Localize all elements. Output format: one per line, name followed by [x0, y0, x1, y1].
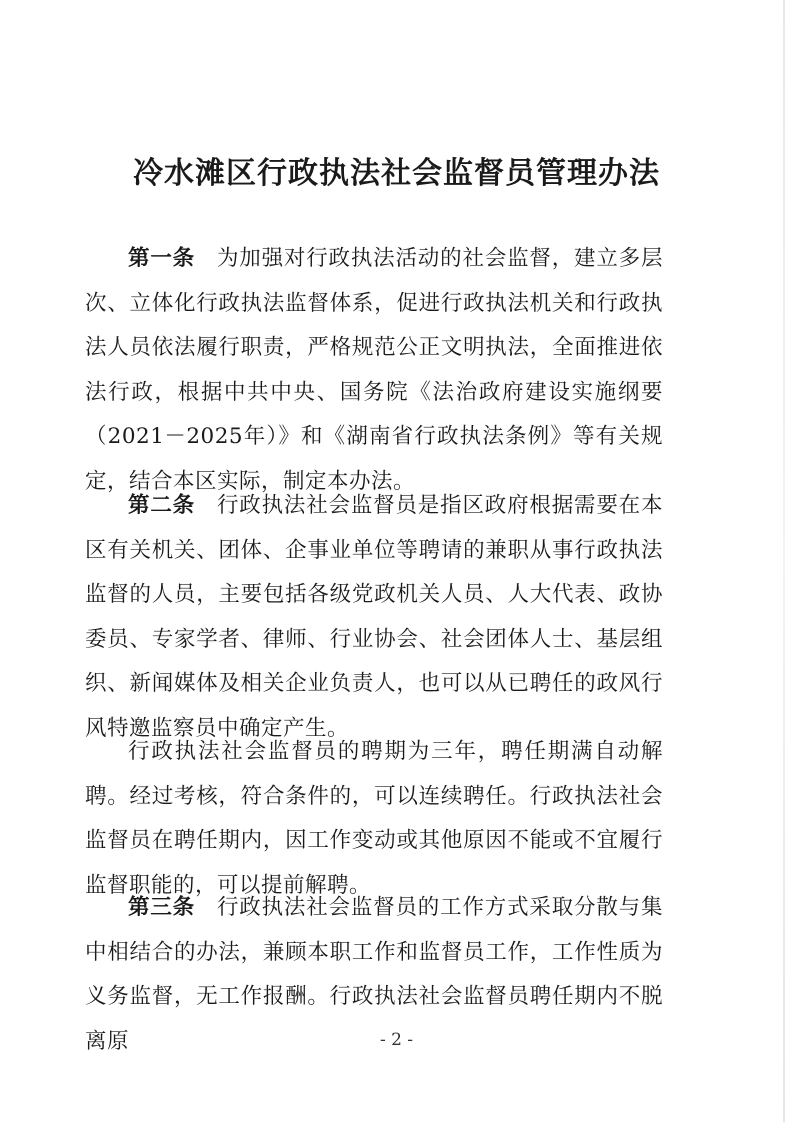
article-1-label: 第一条 — [128, 246, 195, 271]
article-2 — [85, 484, 663, 751]
document-title: 冷水滩区行政执法社会监督员管理办法 — [133, 156, 660, 191]
article-2-paragraph-2 — [85, 730, 663, 908]
article-2-text: 行政执法社会监督员是指区政府根据需要在本区有关机关、团体、企事业单位等聘请的兼职从事行政执法监督的人员，主要包括各级党政机关人员、人大代表、政协委员、专家学者、律师、行业协会、社会团体人士、基层组织、新闻媒体及相关企业负责人，也可以从已聘任的政风行风特邀监察员中确定产生。 — [85, 493, 663, 741]
article-1-text: 为加强对行政执法活动的社会监督，建立多层次、立体化行政执法监督体系，促进行政执法机关和行政执法人员依法履行职责，严格规范公正文明执法，全面推进依法行政，根据中共中央、国务院《法治政府建设实施纲要（2021－2025年）》和《湖南省行政执法条例》等有关规定，结合本区实际，制定本办法。 — [85, 246, 663, 494]
article-1 — [85, 237, 663, 504]
article-2-label: 第二条 — [128, 493, 195, 518]
article-3-label: 第三条 — [128, 895, 195, 920]
article-3-text: 行政执法社会监督员的工作方式采取分散与集中相结合的办法，兼顾本职工作和监督员工作，工作性质为义务监督，无工作报酬。行政执法社会监督员聘任期内不脱离原 — [85, 895, 663, 1054]
page-number: - 2 - — [379, 1030, 414, 1050]
article-2-paragraph-2-text: 行政执法社会监督员的聘期为三年，聘任期满自动解聘。经过考核，符合条件的，可以连续聘任。行政执法社会监督员在聘任期内，因工作变动或其他原因不能或不宜履行监督职能的，可以提前解聘。 — [85, 739, 663, 898]
